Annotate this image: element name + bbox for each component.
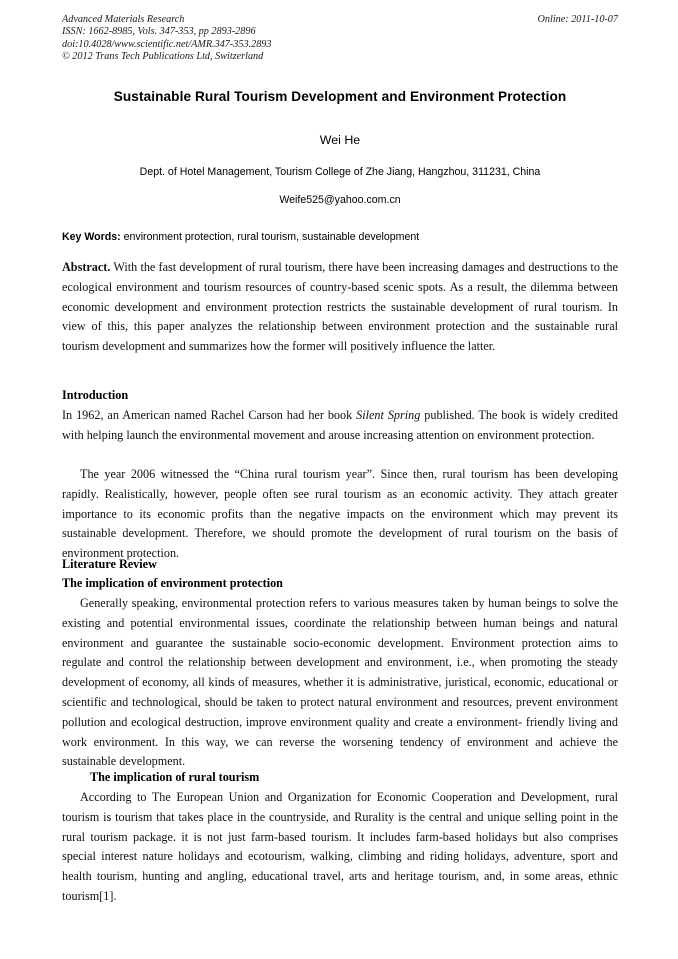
heading-literature-review: Literature Review [62, 557, 157, 571]
heading-introduction: Introduction [62, 388, 129, 402]
keywords-line [62, 230, 618, 245]
author-name: Wei He [319, 133, 361, 147]
subheading-implication-environment-protection: The implication of environment protection [62, 576, 283, 590]
keywords-value: environment protection, rural tourism, sustainable development [120, 231, 420, 243]
journal-doi-line: doi:10.4028/www.scientific.net/AMR.347-353.2893 [62, 38, 272, 50]
intro-paragraph-2: The year 2006 witnessed the “China rural tourism year”. Since then, rural tourism has been developing rapidly. Realistically, however, people often see rural tourism as an economic activity. They attach greater importance to its economic profits than the negative impacts on the environment which may prevent its sustainable development. Therefore, we should promote the development of rural tourism on the basis of environment protection. [62, 467, 618, 561]
environment-protection-paragraph: Generally speaking, environmental protection refers to various measures taken by human beings to solve the existing and potential environmental issues, coordinate the relationship between human beings and natural environment and guarantee the sustainable socio-economic development. Environment protection aims to regulate and control the relationship between development and environment, i.e., when promoting the steady development of economy, all kinds of measures, whether it is administrative, juristical, economic, educational or scientific and technological, should be taken to protect natural environment and resources, prevent environment pollution and ecological destruction, improve environment quality and create a environment- friendly living and work environment. In this way, we can reverse the worsening tendency of environment and achieve the sustainable development. [62, 596, 618, 769]
journal-issn-line: ISSN: 1662-8985, Vols. 347-353, pp 2893-2896 [62, 26, 256, 38]
journal-header [62, 14, 618, 64]
author-email: Weife525@yahoo.com.cn [279, 194, 401, 206]
intro-p1-part-2: published. The book is widely credited with helping launch the environmental movement and arouse increasing attention on environment protection. [62, 408, 619, 442]
page-title: Sustainable Rural Tourism Development and Environment Protection [113, 89, 567, 104]
abstract-paragraph [62, 258, 618, 357]
author-affiliation: Dept. of Hotel Management, Tourism College of Zhe Jiang, Hangzhou, 311231, China [139, 166, 541, 178]
intro-p1-part-1: In 1962, an American named Rachel Carson had her book [62, 408, 357, 422]
keywords-label: Key Words: [62, 231, 121, 243]
intro-paragraph-1 [62, 406, 618, 446]
journal-copyright-line: © 2012 Trans Tech Publications Ltd, Switzerland [62, 51, 264, 63]
subheading-implication-rural-tourism: The implication of rural tourism [90, 770, 260, 784]
journal-online-date: Online: 2011-10-07 [537, 14, 618, 25]
abstract-text: With the fast development of rural tourism, there have been increasing damages and destructions to the ecological environment and tourism resources of country-based scenic spots. As a result, the dilemma between economic development and environment protection restricts the sustainable development of rural tourism. In view of this, this paper analyzes the relationship between environment protection and the sustainable rural tourism development and summarizes how the former will positively influence the latter. [62, 260, 618, 354]
rural-tourism-paragraph: According to The European Union and Organization for Economic Cooperation and Development, rural tourism is tourism that takes place in the countryside, and Rurality is the central and unique selling point in the rural tourism package. it is not just farm-based tourism. It includes farm-based holidays but also comprises special interest nature holidays and ecotourism, walking, climbing and riding holidays, adventure, sport and health tourism, hunting and angling, educational travel, arts and heritage tourism, and, in some areas, ethnic tourism[1]. [62, 790, 618, 903]
journal-name: Advanced Materials Research [62, 14, 185, 25]
journal-header-top-row [62, 14, 618, 26]
abstract-label: Abstract. [62, 260, 111, 274]
book-title-silent-spring: Silent Spring [356, 408, 421, 422]
